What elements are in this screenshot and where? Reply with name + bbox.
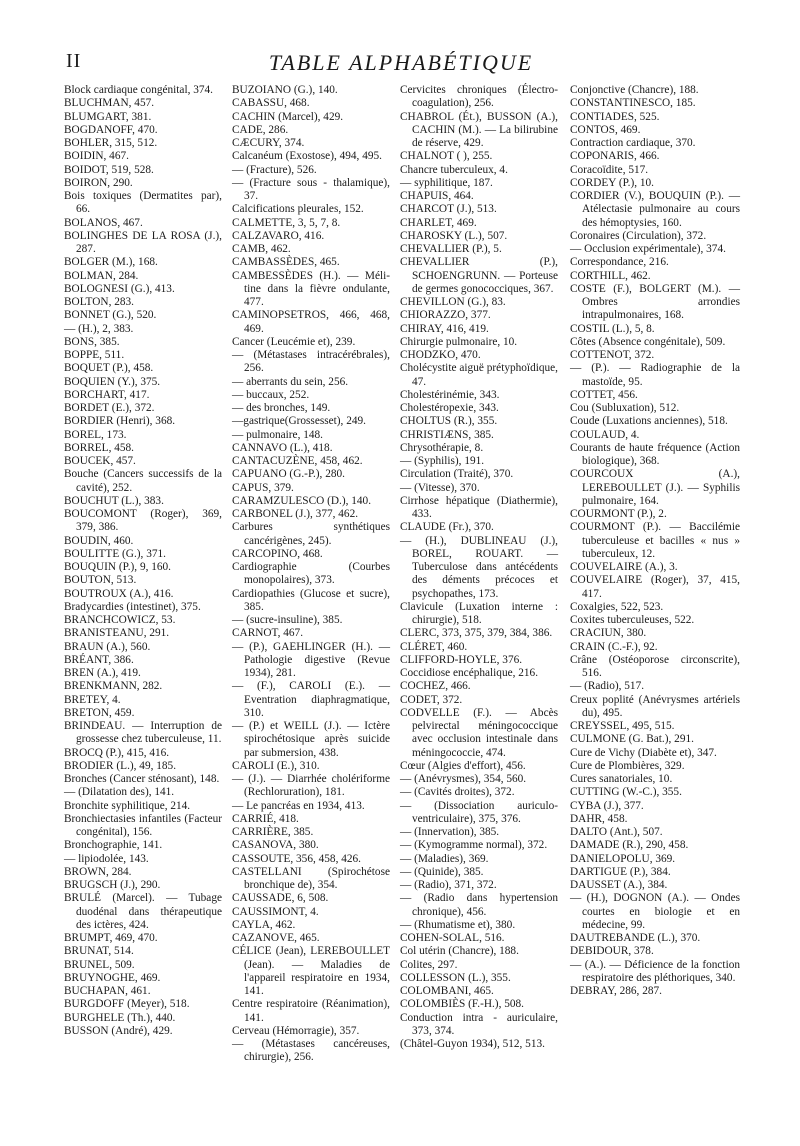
- index-entry: BRUGSCH (J.), 290.: [64, 879, 161, 891]
- index-entry: BOIDIN, 467.: [64, 150, 129, 163]
- index-entry: CASSOUTE, 356, 458, 426.: [232, 852, 361, 865]
- running-title: TABLE ALPHABÉTIQUE: [268, 50, 534, 75]
- index-entry: BURGDOFF (Meyer), 518.: [64, 998, 190, 1011]
- index-entry: — (Maladies), 369.: [400, 852, 489, 865]
- index-entry: BURGHELE (Th.), 440.: [64, 1011, 176, 1024]
- index-entry: BUSSON (André), 429.: [64, 1024, 173, 1037]
- index-entry: Coxites tuberculeuses, 522.: [570, 614, 695, 626]
- index-entry: Cardiographie (Courbes monopolaires), 373.: [232, 561, 390, 587]
- index-entry: BOQUET (P.), 458.: [64, 362, 154, 375]
- index-entry: — (Vitesse), 370.: [400, 481, 480, 494]
- index-entry: COLOMBANI, 465.: [400, 985, 494, 997]
- index-entry: BRUMPT, 469, 470.: [64, 932, 158, 944]
- index-entry: — des bronches, 149.: [232, 402, 331, 414]
- index-entry: BOUCHUT (L.), 383.: [64, 494, 164, 507]
- index-entry: BONS, 385.: [64, 335, 120, 348]
- index-entry: BOULITTE (G.), 371.: [64, 547, 166, 560]
- index-entry: Bois toxiques (Dermatites par), 66.: [64, 190, 222, 216]
- index-entry: CHAROSKY (L.), 507.: [400, 229, 508, 242]
- index-entry: CASANOVA, 380.: [232, 839, 319, 852]
- index-entry: — (Métastases intracérébrales), 256.: [232, 349, 390, 375]
- index-entry: BOLMAN, 284.: [64, 269, 139, 282]
- index-entry: CARNOT, 467.: [232, 627, 304, 640]
- index-entry: Crâne (Ostéoporose circonscrite), 516.: [570, 653, 740, 679]
- index-entry: BONNET (G.), 520.: [64, 309, 157, 322]
- index-entry: — (Radio), 517.: [570, 680, 645, 693]
- index-entry: — aberrants du sein, 256.: [232, 375, 349, 388]
- index-entry: BORREL, 458.: [64, 441, 134, 454]
- index-entry: CAMBASSÈDES, 465.: [232, 256, 340, 269]
- index-entry: COUVELAIRE (Roger), 37, 415, 417.: [570, 574, 740, 600]
- index-entry: Cures sanatoriales, 10.: [570, 773, 673, 785]
- index-entry: — (Fracture), 526.: [232, 163, 317, 176]
- index-entry: Bradycardies (intestinet), 375.: [64, 600, 201, 613]
- index-entry: BOUTON, 513.: [64, 574, 137, 587]
- index-entry: Calcifications pleurales, 152.: [232, 203, 364, 216]
- index-entry: COULAUD, 4.: [570, 428, 640, 441]
- index-entry: Bronches (Cancer sténosant), 148.: [64, 773, 220, 785]
- index-entry: CALZAVARO, 416.: [232, 229, 325, 242]
- index-column-4: [570, 84, 740, 998]
- index-entry: Creux poplité (Anévrysmes artériels du), 495.: [570, 693, 740, 719]
- index-entry: CHIORAZZO, 377.: [400, 309, 491, 322]
- index-entry: BRENKMANN, 282.: [64, 680, 163, 693]
- index-entry: COSTIL (L.), 5, 8.: [570, 322, 655, 335]
- index-entry: Block cardiaque congénital, 374.: [64, 84, 214, 96]
- index-entry: Carbures synthétiques cancérigènes, 245).: [232, 521, 390, 547]
- index-entry: CARCOPINO, 468.: [232, 547, 323, 560]
- index-entry: Centre respiratoire (Réanimation), 141.: [232, 998, 390, 1024]
- index-entry: Coracoïdite, 517.: [570, 163, 649, 176]
- index-entry: Coronaires (Circulation), 372.: [570, 229, 707, 242]
- index-entry: BOHLER, 315, 512.: [64, 137, 158, 149]
- index-entry: DEBRAY, 286, 287.: [570, 985, 662, 997]
- index-entry: BOIDOT, 519, 528.: [64, 163, 154, 176]
- index-entry: Chrysothérapie, 8.: [400, 441, 484, 454]
- index-entry: — (Fracture sous - thalamique), 37.: [232, 176, 390, 202]
- index-entry: CHODZKO, 470.: [400, 349, 481, 361]
- index-entry: BRODIER (L.), 49, 185.: [64, 759, 177, 772]
- index-entry: BUZOIANO (G.), 140.: [232, 84, 338, 96]
- index-entry: CONTIADES, 525.: [570, 110, 660, 123]
- index-entry: BRINDEAU. — Interruption de grossesse chez tuberculeuse, 11.: [64, 720, 222, 746]
- index-entry: — (H.), DUBLINEAU (J.), BOREL, ROUART. — Tuberculose dans antécédents des déments précoces et psychopathes, 173.: [400, 534, 558, 600]
- index-entry: CHABROL (Ét.), BUSSON (A.), CACHIN (M.). — La bilirubine de réserve, 429.: [400, 110, 558, 149]
- index-entry: COPONARIS, 466.: [570, 150, 660, 163]
- index-entry: BOREL, 173.: [64, 428, 127, 441]
- index-entry: — (Dilatation des), 141.: [64, 786, 175, 799]
- index-entry: Chirurgie pulmonaire, 10.: [400, 335, 518, 348]
- index-entry: CASTELLANI (Spirochétose bronchique de), 354.: [232, 865, 390, 891]
- index-entry: CRAIN (C.-F.), 92.: [570, 640, 658, 653]
- index-entry: BRUNAT, 514.: [64, 945, 134, 958]
- index-entry: CAPUS, 379.: [232, 481, 294, 494]
- index-entry: — (Métastases cancéreuses, chirurgie), 256.: [232, 1038, 390, 1064]
- index-entry: BRETON, 459.: [64, 706, 135, 719]
- index-entry: BOLOGNESI (G.), 413.: [64, 282, 175, 295]
- index-entry: CHEVALLIER (P.), 5.: [400, 243, 502, 255]
- index-entry: BORDIER (Henri), 368.: [64, 415, 176, 428]
- index-entry: COURCOUX (A.), LEREBOULLET (J.). — Syphilis pulmonaire, 164.: [570, 468, 740, 507]
- index-entry: Cœur (Algies d'effort), 456.: [400, 759, 526, 772]
- index-entry: Colites, 297.: [400, 958, 458, 971]
- index-entry: CLIFFORD-HOYLE, 376.: [400, 653, 523, 666]
- index-entry: BRÉANT, 386.: [64, 653, 134, 666]
- index-entry: — (Rhumatisme et), 380.: [400, 918, 516, 931]
- index-entry: BRANCHCOWICZ, 53.: [64, 614, 176, 626]
- index-entry: — (Radio dans hypertension chronique), 456.: [400, 892, 558, 918]
- index-entry: — lipiodolée, 143.: [64, 852, 149, 865]
- index-entry: BROCQ (P.), 415, 416.: [64, 746, 170, 759]
- index-entry: Coude (Luxations anciennes), 518.: [570, 415, 728, 428]
- index-entry: COLOMBIÈS (F.-H.), 508.: [400, 998, 524, 1011]
- index-entry: CADE, 286.: [232, 123, 289, 136]
- index-entry: COTTENOT, 372.: [570, 349, 655, 361]
- index-entry: Cardiopathies (Glucose et sucre), 385.: [232, 587, 390, 613]
- index-entry: CÆCURY, 374.: [232, 137, 305, 149]
- index-entry: CORTHILL, 462.: [570, 269, 651, 282]
- index-entry: CARBONEL (J.), 377, 462.: [232, 508, 359, 520]
- index-entry: CREYSSEL, 495, 515.: [570, 720, 675, 732]
- index-entry: BRANISTEANU, 291.: [64, 627, 170, 640]
- index-entry: CODVELLE (F.). — Abcès pelvirectal méningococcique avec occlusion intestinale dans méningococcie, 474.: [400, 706, 558, 759]
- index-entry: Contraction cardiaque, 370.: [570, 137, 696, 149]
- index-entry: CONTOS, 469.: [570, 123, 641, 136]
- index-entry: CONSTANTINESCO, 185.: [570, 97, 696, 110]
- page-header: [66, 50, 736, 80]
- index-entry: — Le pancréas en 1934, 413.: [232, 799, 365, 812]
- index-entry: CAPUANO (G.-P.), 280.: [232, 468, 345, 481]
- page-number: II: [66, 50, 82, 72]
- index-entry: DAMADE (R.), 290, 458.: [570, 839, 689, 852]
- index-entry: CULMONE (G. Bat.), 291.: [570, 733, 694, 746]
- index-entry: — (Syphilis), 191.: [400, 455, 485, 467]
- index-column-1: [64, 84, 222, 1038]
- index-entry: Correspondance, 216.: [570, 256, 669, 269]
- index-entry: Cou (Subluxation), 512.: [570, 402, 680, 414]
- index-entry: CAMB, 462.: [232, 243, 291, 255]
- index-entry: Clavicule (Luxation interne : chirurgie), 518.: [400, 600, 558, 626]
- index-entry: DARTIGUE (P.), 384.: [570, 865, 671, 878]
- index-entry: — (Radio), 371, 372.: [400, 879, 497, 891]
- index-entry: DAHR, 458.: [570, 812, 628, 825]
- index-entry: Circulation (Traité), 370.: [400, 468, 514, 481]
- index-entry: — (P.). — Radiographie de la mastoïde, 95.: [570, 362, 740, 388]
- index-entry: BLUCHMAN, 457.: [64, 97, 155, 110]
- index-entry: DAUTREBANDE (L.), 370.: [570, 932, 701, 944]
- index-entry: — (P.) et WEILL (J.). — Ictère spirochétosique après suicide par submersion, 438.: [232, 720, 390, 759]
- index-entry: CABASSU, 468.: [232, 97, 310, 110]
- index-entry: Coccidiose encéphalique, 216.: [400, 667, 539, 679]
- index-entry: BLUMGART, 381.: [64, 110, 152, 123]
- index-entry: Courants de haute fréquence (Action biologique), 368.: [570, 441, 740, 467]
- index-entry: — syphilitique, 187.: [400, 176, 493, 189]
- index-entry: Col utérin (Chancre), 188.: [400, 945, 519, 958]
- index-entry: COSTE (F.), BOLGERT (M.). — Ombres arrondies intrapulmonaires, 168.: [570, 282, 740, 322]
- index-entry: CYBA (J.), 377.: [570, 799, 644, 812]
- index-entry: BUCHAPAN, 461.: [64, 985, 151, 997]
- index-entry: COURMONT (P.). — Baccilémie tuberculeuse et bacilles « nus » tuberculeux, 12.: [570, 521, 740, 560]
- index-entry: CAYLA, 462.: [232, 918, 296, 931]
- index-entry: (Châtel-Guyon 1934), 512, 513.: [400, 1038, 545, 1050]
- index-entry: Cholécystite aiguë prétyphoïdique, 47.: [400, 362, 558, 388]
- index-entry: CHEVILLON (G.), 83.: [400, 296, 506, 308]
- index-entry: BOLTON, 283.: [64, 296, 134, 308]
- index-entry: BOUQUIN (P.), 9, 160.: [64, 561, 172, 573]
- index-entry: BROWN, 284.: [64, 865, 132, 878]
- index-entry: — (Quinide), 385.: [400, 865, 484, 878]
- index-entry: — (H.), 2, 383.: [64, 322, 134, 335]
- index-entry: CHARCOT (J.), 513.: [400, 203, 497, 216]
- index-entry: CHRISTIÆNS, 385.: [400, 428, 494, 441]
- index-entry: — (P.), GAEHLINGER (H.). — Pathologie digestive (Revue 1934), 281.: [232, 640, 390, 679]
- index-entry: Cirrhose hépatique (Diathermie), 433.: [400, 494, 558, 520]
- index-entry: CUTTING (W.-C.), 355.: [570, 786, 682, 799]
- index-entry: BOIRON, 290.: [64, 176, 133, 189]
- index-entry: COLLESSON (L.), 355.: [400, 971, 511, 984]
- index-entry: Bronchite syphilitique, 214.: [64, 799, 191, 812]
- index-entry: CÉLICE (Jean), LEREBOULLET (Jean). — Maladies de l'appareil respiratoire en 1934, 141.: [232, 945, 390, 997]
- index-entry: — (J.). — Diarrhée cholériforme (Rechloruration), 181.: [232, 773, 390, 799]
- index-entry: BOLINGHES DE LA ROSA (J.), 287.: [64, 229, 222, 255]
- index-entry: Conduction intra - auriculaire, 373, 374.: [400, 1011, 558, 1037]
- index-entry: BOLGER (M.), 168.: [64, 256, 158, 269]
- index-entry: BORDET (E.), 372.: [64, 402, 155, 414]
- index-entry: CAUSSIMONT, 4.: [232, 905, 319, 918]
- index-entry: CACHIN (Marcel), 429.: [232, 110, 344, 123]
- index-entry: — (sucre-insuline), 385.: [232, 614, 343, 626]
- index-entry: BOPPE, 511.: [64, 349, 125, 361]
- index-entry: BOLANOS, 467.: [64, 216, 143, 229]
- index-entry: CHIRAY, 416, 419.: [400, 322, 489, 335]
- index-entry: CAUSSADE, 6, 508.: [232, 892, 329, 905]
- index-entry: BOQUIEN (Y.), 375.: [64, 375, 161, 388]
- index-entry: CODET, 372.: [400, 693, 463, 706]
- index-entry: COTTET, 456.: [570, 388, 638, 401]
- index-entry: Cholestérinémie, 343.: [400, 388, 500, 401]
- index-entry: BORCHART, 417.: [64, 388, 150, 401]
- index-entry: — (Dissociation auriculo-ventriculaire), 375, 376.: [400, 799, 558, 825]
- index-entry: CANTACUZÈNE, 458, 462.: [232, 455, 363, 467]
- index-entry: — (A.). — Déficience de la fonction respiratoire des pléthoriques, 340.: [570, 958, 740, 984]
- index-entry: DEBIDOUR, 378.: [570, 945, 654, 958]
- index-entry: — (Anévrysmes), 354, 560.: [400, 773, 527, 785]
- index-entry: BRUYNOGHE, 469.: [64, 971, 161, 984]
- index-column-2: [232, 84, 390, 1065]
- index-entry: CARRIÉ, 418.: [232, 812, 299, 825]
- index-entry: Cervicites chroniques (Électro-coagulation), 256.: [400, 84, 558, 110]
- index-entry: COHEN-SOLAL, 516.: [400, 932, 505, 944]
- index-entry: CALMETTE, 3, 5, 7, 8.: [232, 216, 341, 229]
- index-entry: BREN (A.), 419.: [64, 667, 141, 679]
- index-entry: COCHEZ, 466.: [400, 680, 471, 693]
- index-entry: — pulmonaire, 148.: [232, 428, 323, 441]
- index-column-3: [400, 84, 558, 1051]
- index-entry: CLERC, 373, 375, 379, 384, 386.: [400, 627, 553, 640]
- index-entry: — (Innervation), 385.: [400, 826, 500, 838]
- index-entry: DALTO (Ant.), 507.: [570, 826, 663, 838]
- index-entry: Bronchiectasies infantiles (Facteur congénital), 156.: [64, 812, 222, 838]
- index-entry: CAZANOVE, 465.: [232, 932, 320, 944]
- index-entry: Cure de Vichy (Diabète et), 347.: [570, 746, 717, 759]
- index-entry: Conjonctive (Chancre), 188.: [570, 84, 699, 96]
- index-entry: Bronchographie, 141.: [64, 839, 163, 852]
- index-entry: — (Cavités droites), 372.: [400, 786, 515, 799]
- index-entry: — buccaux, 252.: [232, 388, 310, 401]
- index-entry: Bouche (Cancers successifs de la cavité), 252.: [64, 468, 222, 494]
- index-entry: CAMINOPSETROS, 466, 468, 469.: [232, 309, 390, 335]
- index-entry: CRACIUN, 380.: [570, 627, 647, 640]
- index-entry: Cure de Plombières, 329.: [570, 759, 685, 772]
- index-entry: COURMONT (P.), 2.: [570, 508, 667, 520]
- index-entry: — (Kymogramme normal), 372.: [400, 839, 548, 852]
- index-entry: CHOLTUS (R.), 355.: [400, 415, 498, 428]
- index-entry: CHARLET, 469.: [400, 216, 477, 229]
- index-entry: BRETEY, 4.: [64, 693, 121, 706]
- index-entry: Cerveau (Hémorragie), 357.: [232, 1024, 360, 1037]
- index-entry: CORDEY (P.), 10.: [570, 176, 654, 189]
- index-entry: Coxalgies, 522, 523.: [570, 600, 664, 613]
- index-entry: CHALNOT ( ), 255.: [400, 150, 493, 163]
- index-entry: Cholestéropexie, 343.: [400, 402, 499, 414]
- index-entry: BRULÉ (Marcel). — Tubage duodénal dans thérapeutique des ictères, 424.: [64, 892, 222, 931]
- index-entry: CORDIER (V.), BOUQUIN (P.). — Atélectasie pulmonaire au cours des hémoptysies, 160.: [570, 190, 740, 229]
- index-entry: CARAMZULESCO (D.), 140.: [232, 494, 372, 507]
- index-entry: —gastrique(Grossesset), 249.: [232, 415, 366, 428]
- index-entry: CLÉRET, 460.: [400, 640, 468, 653]
- index-entry: — (F.), CAROLI (E.). — Eventration diaphragmatique, 310.: [232, 680, 390, 719]
- index-entry: DAUSSET (A.), 384.: [570, 879, 668, 891]
- index-entry: CAROLI (E.), 310.: [232, 759, 320, 772]
- index-entry: — Occlusion expérimentale), 374.: [570, 243, 726, 255]
- index-entry: BOUTROUX (A.), 416.: [64, 587, 174, 600]
- index-entry: BRAUN (A.), 560.: [64, 640, 151, 653]
- index-entry: BOUDIN, 460.: [64, 534, 134, 547]
- index-entry: Cancer (Leucémie et), 239.: [232, 335, 356, 348]
- index-entry: CANNAVO (L.), 418.: [232, 441, 333, 454]
- index-entry: BOUCEK, 457.: [64, 455, 136, 467]
- index-entry: Côtes (Absence congénitale), 509.: [570, 335, 726, 348]
- index-entry: Calcanéum (Exostose), 494, 495.: [232, 150, 382, 163]
- index-entry: BOUCOMONT (Roger), 369, 379, 386.: [64, 508, 222, 534]
- index-entry: CHAPUIS, 464.: [400, 190, 474, 202]
- index-entry: CLAUDE (Fr.), 370.: [400, 521, 494, 534]
- index-entry: Chancre tuberculeux, 4.: [400, 163, 508, 176]
- index-columns: [64, 84, 744, 1124]
- index-entry: CARRIÈRE, 385.: [232, 826, 314, 838]
- index-entry: CHEVALLIER (P.), SCHOENGRUNN. — Porteuse de germes gonococciques, 367.: [400, 256, 558, 295]
- index-entry: BRUNEL, 509.: [64, 958, 135, 971]
- index-entry: BOGDANOFF, 470.: [64, 123, 158, 136]
- index-entry: COUVELAIRE (A.), 3.: [570, 561, 678, 573]
- index-entry: — (H.), DOGNON (A.). — Ondes courtes en biologie et en médecine, 99.: [570, 892, 740, 931]
- index-entry: DANIELOPOLU, 369.: [570, 852, 676, 865]
- index-entry: CAMBESSÈDES (H.). — Méli-tine dans la fièvre ondulante, 477.: [232, 269, 390, 308]
